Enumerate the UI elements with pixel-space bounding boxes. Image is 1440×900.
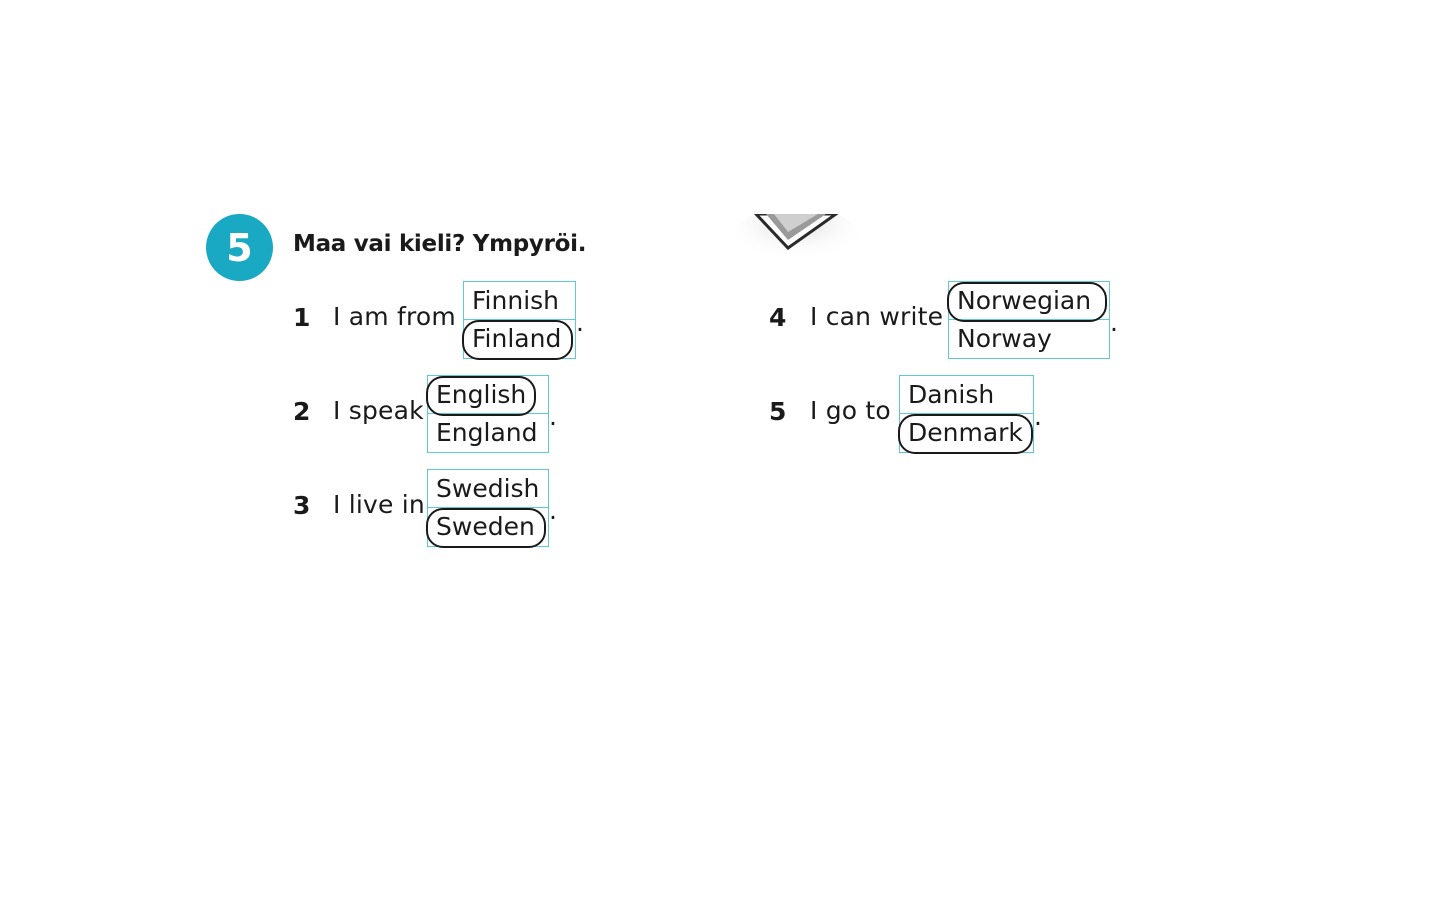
sentence-period: . xyxy=(1110,308,1118,337)
choice-option-country[interactable]: Finland xyxy=(464,320,575,358)
choice-option-language[interactable]: Norwegian xyxy=(949,282,1109,320)
question-number: 5 xyxy=(769,397,787,426)
sentence-period: . xyxy=(1034,402,1042,431)
answer-circle xyxy=(426,376,536,416)
choice-option-country[interactable]: Norway xyxy=(957,324,1052,353)
question-stem: I am from xyxy=(333,302,456,331)
choice-option-country[interactable]: Denmark xyxy=(900,414,1033,452)
sentence-period: . xyxy=(549,402,557,431)
choice-option-language[interactable]: Finnish xyxy=(464,282,575,320)
question-item-2 xyxy=(293,375,593,453)
question-stem: I go to xyxy=(810,396,891,425)
answer-circle xyxy=(947,282,1107,322)
choice-option-country[interactable]: Sweden xyxy=(428,508,548,546)
choice-box xyxy=(463,281,576,359)
exercise-heading: Maa vai kieli? Ympyröi. xyxy=(293,231,587,257)
choice-box xyxy=(899,375,1034,453)
choice-option-language[interactable]: Danish xyxy=(900,376,1033,414)
sentence-period: . xyxy=(576,308,584,337)
answer-circle xyxy=(426,508,546,548)
question-item-5 xyxy=(769,375,1069,453)
choice-option-country[interactable]: England xyxy=(436,418,538,447)
question-stem: I can write xyxy=(810,302,944,331)
choice-box xyxy=(427,375,549,453)
sentence-period: . xyxy=(549,496,557,525)
choice-option-language[interactable]: English xyxy=(428,376,548,414)
question-item-3 xyxy=(293,469,593,547)
question-stem: I live in xyxy=(333,490,425,519)
question-number: 2 xyxy=(293,397,311,426)
choice-box xyxy=(948,281,1110,359)
choice-box xyxy=(427,469,549,547)
partial-shield-illustration-icon xyxy=(736,214,866,272)
exercise-number: 5 xyxy=(226,225,253,270)
exercise-number-badge xyxy=(206,214,273,281)
question-stem: I speak xyxy=(333,396,424,425)
question-number: 3 xyxy=(293,491,311,520)
question-item-4 xyxy=(769,281,1129,359)
question-number: 1 xyxy=(293,303,311,332)
choice-option-language[interactable]: Swedish xyxy=(428,470,548,508)
question-item-1 xyxy=(293,281,593,359)
question-number: 4 xyxy=(769,303,787,332)
answer-circle xyxy=(462,320,573,360)
answer-circle xyxy=(898,414,1033,454)
